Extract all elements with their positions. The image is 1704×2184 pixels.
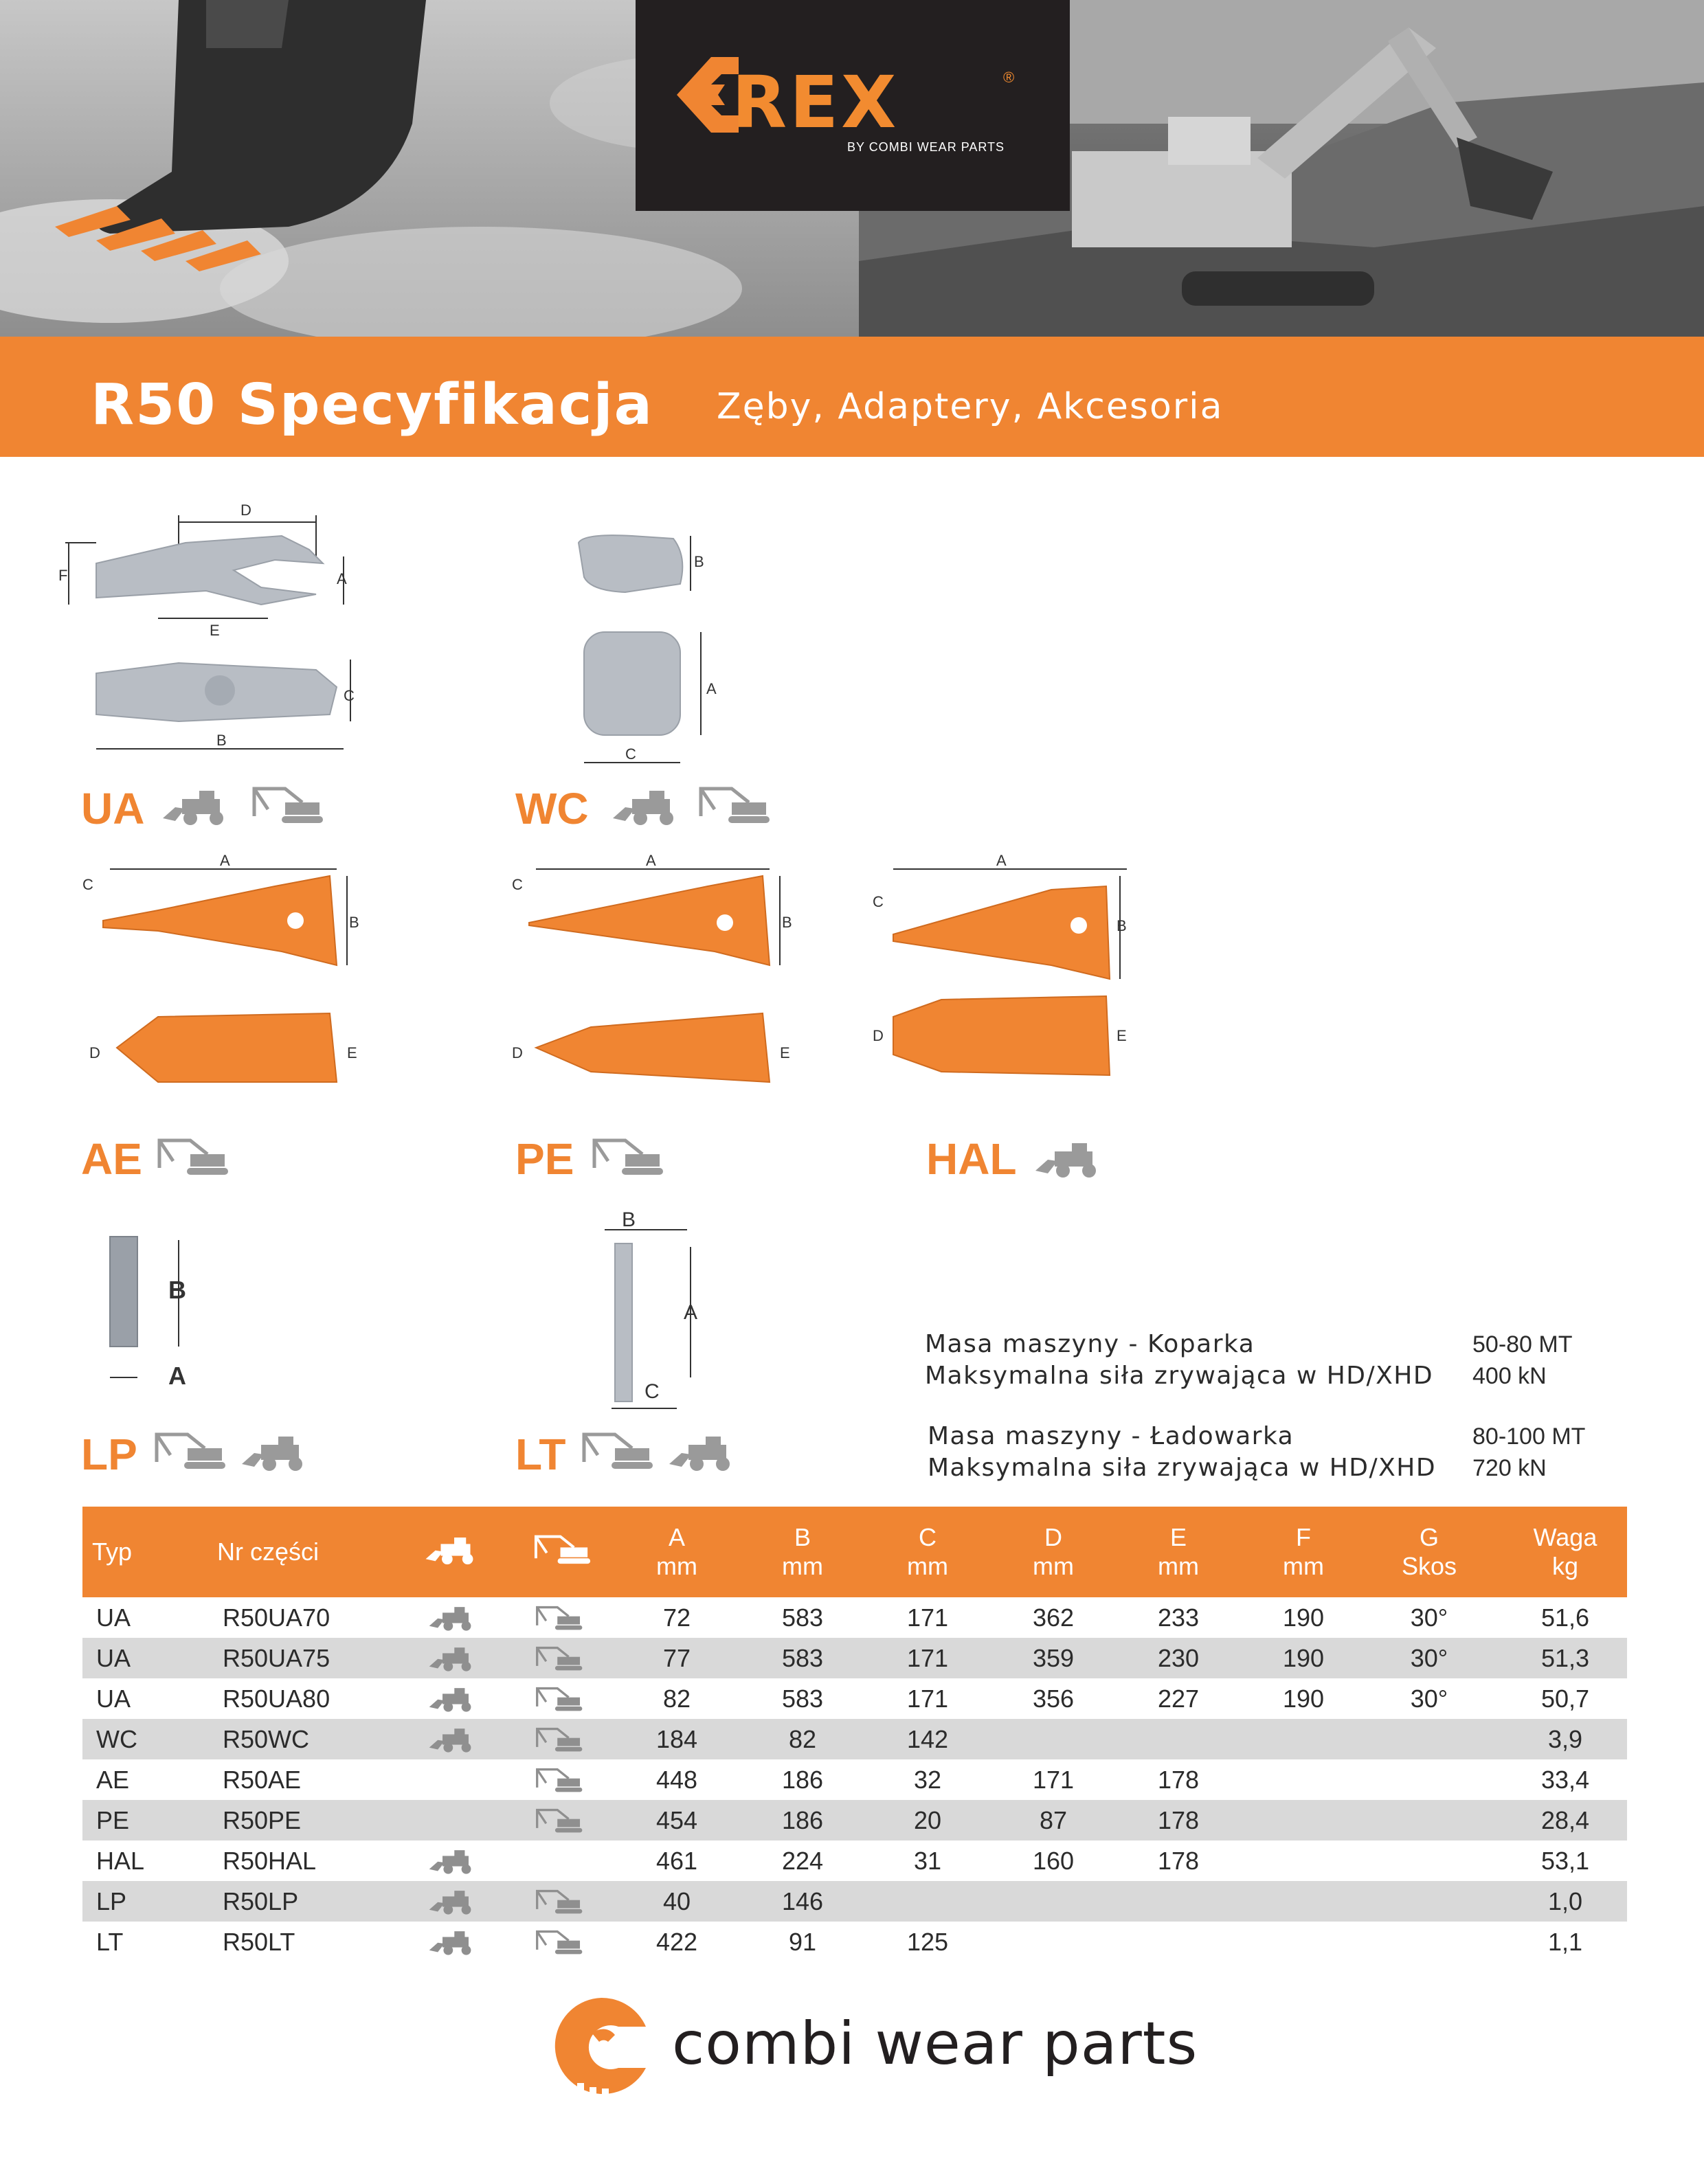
loader-icon (1034, 1139, 1113, 1179)
col-g (1388, 1523, 1470, 1581)
excavator-icon (530, 1805, 589, 1838)
cell-g (1388, 1759, 1470, 1800)
col-c-unit: mm (907, 1552, 948, 1580)
cell-b: 186 (781, 1766, 824, 1794)
cell-d: 356 (1032, 1685, 1075, 1713)
cell-g (1388, 1881, 1470, 1922)
excavator-icon (530, 1765, 589, 1797)
cell-g (1388, 1840, 1470, 1881)
col-waga-unit: kg (1551, 1552, 1579, 1580)
loader-icon (425, 1726, 486, 1757)
col-e (1141, 1523, 1216, 1581)
cell-b: 224 (781, 1847, 824, 1875)
cell-typ: UA (96, 1644, 131, 1672)
excavator-icon (530, 1603, 589, 1635)
title-band (0, 337, 1704, 457)
cell-d: 160 (1032, 1847, 1075, 1875)
excavator-icon (530, 1887, 589, 1919)
label-pe: PE (515, 1134, 574, 1184)
pe-diagram (508, 848, 811, 1096)
pe-dim-b: B (782, 914, 792, 931)
col-a-letter: A (668, 1523, 685, 1551)
cell-part-number: R50LP (223, 1887, 299, 1915)
hal-dim-b: B (1117, 917, 1127, 934)
cell-d: 87 (1039, 1806, 1068, 1834)
cell-typ: HAL (96, 1847, 145, 1875)
col-waga (1517, 1523, 1613, 1581)
cell-g: 30° (1410, 1644, 1448, 1672)
ua-dim-f: F (58, 567, 68, 584)
excavator-icon (150, 1428, 232, 1472)
cell-a: 448 (655, 1766, 698, 1794)
table-header (82, 1507, 1627, 1597)
col-e-letter: E (1169, 1523, 1187, 1551)
cell-e: 178 (1157, 1806, 1200, 1834)
cell-b: 583 (781, 1603, 824, 1632)
excavator-icon (530, 1724, 589, 1757)
cell-d: 359 (1032, 1644, 1075, 1672)
loader-icon (425, 1847, 486, 1878)
cell-d (1016, 1922, 1091, 1962)
cell-c: 31 (913, 1847, 942, 1875)
ae-dim-a: A (220, 852, 230, 869)
col-g-unit: Skos (1401, 1552, 1457, 1580)
excavator-icon (530, 1927, 589, 1959)
rex-byline: BY COMBI WEAR PARTS (847, 140, 1005, 154)
col-f-unit: mm (1283, 1552, 1324, 1580)
cell-w: 51,6 (1540, 1603, 1590, 1632)
cell-d (1016, 1881, 1091, 1922)
label-lp: LP (81, 1430, 137, 1479)
lt-dim-a: A (684, 1301, 698, 1324)
registered-mark: ® (1003, 69, 1015, 86)
col-b-letter: B (794, 1523, 811, 1551)
lt-dim-c: C (644, 1380, 660, 1403)
cell-typ: LT (96, 1928, 124, 1956)
ua-dim-c: C (344, 687, 355, 704)
ua-dim-d: D (240, 502, 251, 519)
loader-icon (425, 1928, 486, 1959)
loader-mass-label: Masa maszyny - Ładowarka (928, 1422, 1294, 1450)
hero-photo-strip (0, 0, 1704, 337)
cell-b: 146 (781, 1887, 824, 1915)
cell-d: 362 (1032, 1603, 1075, 1632)
cell-f (1266, 1881, 1341, 1922)
cell-c: 171 (906, 1603, 949, 1632)
cell-w: 1,1 (1547, 1928, 1583, 1956)
lp-dim-b: B (168, 1276, 186, 1304)
col-f (1266, 1523, 1341, 1581)
cell-f (1266, 1800, 1341, 1840)
lp-diagram (76, 1230, 213, 1401)
cell-part-number: R50LT (223, 1928, 295, 1956)
wc-diagram (563, 529, 728, 776)
col-f-letter: F (1296, 1523, 1311, 1551)
excavator-force-label: Maksymalna siła zrywająca w HD/XHD (925, 1362, 1434, 1390)
page-subtitle: Zęby, Adaptery, Akcesoria (717, 386, 1224, 427)
excavator-icon (577, 1428, 660, 1472)
cell-c: 142 (906, 1725, 949, 1753)
cell-c: 20 (913, 1806, 942, 1834)
cell-w: 28,4 (1540, 1806, 1590, 1834)
ae-dim-d: D (89, 1044, 100, 1061)
loader-force-label: Maksymalna siła zrywająca w HD/XHD (928, 1454, 1437, 1482)
pe-dim-a: A (646, 852, 656, 869)
cell-part-number: R50WC (223, 1725, 310, 1753)
excavator-force-value: 400 kN (1472, 1363, 1547, 1389)
cell-b: 186 (781, 1806, 824, 1834)
page-title: R50 Specyfikacja (91, 372, 653, 438)
cell-f: 190 (1282, 1644, 1325, 1672)
excavator-icon (530, 1643, 589, 1676)
lp-dim-a: A (168, 1362, 186, 1390)
ua-diagram (55, 495, 371, 763)
table-row (82, 1597, 1627, 1638)
wc-dim-a: A (706, 680, 717, 697)
cell-c: 171 (906, 1644, 949, 1672)
col-b-unit: mm (782, 1552, 823, 1580)
cell-a: 422 (655, 1928, 698, 1956)
cell-c: 171 (906, 1685, 949, 1713)
table-row (82, 1678, 1627, 1719)
cell-f: 190 (1282, 1685, 1325, 1713)
excavator-icon (530, 1684, 589, 1716)
cell-typ: PE (96, 1806, 130, 1834)
label-lt: LT (515, 1430, 566, 1479)
table-body (82, 1597, 1627, 1962)
excavator-mass-label: Masa maszyny - Koparka (925, 1330, 1255, 1358)
cell-part-number: R50HAL (223, 1847, 317, 1875)
ae-dim-e: E (347, 1044, 357, 1061)
cell-w: 50,7 (1540, 1685, 1590, 1713)
lt-dim-b: B (622, 1209, 636, 1231)
cell-a: 72 (662, 1603, 691, 1632)
excavator-icon (153, 1134, 235, 1178)
cell-b: 91 (788, 1928, 817, 1956)
col-a-unit: mm (656, 1552, 697, 1580)
col-b (765, 1523, 840, 1581)
ua-dim-b: B (216, 732, 227, 749)
cell-a: 461 (655, 1847, 698, 1875)
loader-icon (612, 787, 691, 826)
cell-c (890, 1881, 965, 1922)
excavator-icon (530, 1530, 596, 1567)
footer-company: combi wear parts (672, 2009, 1198, 2078)
cell-typ: LP (96, 1887, 127, 1915)
hal-dim-c: C (873, 893, 884, 910)
cell-a: 82 (662, 1685, 691, 1713)
cell-e (1141, 1922, 1216, 1962)
excavator-icon (587, 1134, 670, 1178)
loader-icon (425, 1533, 486, 1567)
wc-dim-c: C (625, 745, 636, 763)
cell-f (1266, 1840, 1341, 1881)
label-ua: UA (81, 784, 145, 833)
cell-part-number: R50UA75 (223, 1644, 330, 1672)
lt-diagram (591, 1209, 728, 1415)
excavator-icon (247, 782, 330, 826)
col-waga-label: Waga (1533, 1523, 1598, 1551)
cell-g (1388, 1719, 1470, 1759)
cell-w: 51,3 (1540, 1644, 1590, 1672)
col-a (639, 1523, 715, 1581)
table-row (82, 1638, 1627, 1678)
table-row (82, 1840, 1627, 1881)
cell-part-number: R50PE (223, 1806, 302, 1834)
cell-c: 125 (906, 1928, 949, 1956)
col-c (890, 1523, 965, 1581)
combi-logo-icon (550, 1992, 653, 2102)
cell-d: 171 (1032, 1766, 1075, 1794)
cell-a: 77 (662, 1644, 691, 1672)
cell-typ: WC (96, 1725, 137, 1753)
cell-a: 40 (662, 1887, 691, 1915)
cell-e (1141, 1719, 1216, 1759)
loader-icon (425, 1604, 486, 1635)
col-e-unit: mm (1158, 1552, 1199, 1580)
col-typ: Typ (92, 1538, 133, 1566)
cell-w: 33,4 (1540, 1766, 1590, 1794)
col-c-letter: C (919, 1523, 937, 1551)
cell-typ: UA (96, 1603, 131, 1632)
cell-typ: UA (96, 1685, 131, 1713)
cell-e: 230 (1157, 1644, 1200, 1672)
ae-dim-c: C (82, 876, 93, 893)
cell-f: 190 (1282, 1603, 1325, 1632)
cell-g (1388, 1922, 1470, 1962)
pe-dim-c: C (512, 876, 523, 893)
cell-g: 30° (1410, 1685, 1448, 1713)
pe-dim-e: E (780, 1044, 790, 1061)
excavator-mass-value: 50-80 MT (1472, 1331, 1573, 1358)
loader-icon (425, 1645, 486, 1676)
rex-logo (636, 0, 1070, 211)
cell-w: 53,1 (1540, 1847, 1590, 1875)
table-row (82, 1922, 1627, 1962)
cell-w: 1,0 (1547, 1887, 1583, 1915)
loader-icon (240, 1432, 320, 1472)
cell-c: 32 (913, 1766, 942, 1794)
cell-g: 30° (1410, 1603, 1448, 1632)
table-row (82, 1800, 1627, 1840)
wc-dim-b: B (694, 553, 704, 570)
ae-diagram (76, 848, 378, 1096)
hal-diagram (873, 848, 1175, 1096)
cell-e: 233 (1157, 1603, 1200, 1632)
label-ae: AE (81, 1134, 142, 1184)
cell-part-number: R50AE (223, 1766, 302, 1794)
ua-dim-a: A (337, 570, 347, 587)
table-row (82, 1759, 1627, 1800)
cell-f (1266, 1759, 1341, 1800)
cell-e: 178 (1157, 1847, 1200, 1875)
col-nr: Nr części (217, 1538, 320, 1566)
label-wc: WC (515, 784, 589, 833)
loader-icon (668, 1432, 747, 1472)
col-d (1016, 1523, 1091, 1581)
cell-part-number: R50UA70 (223, 1603, 330, 1632)
cell-part-number: R50UA80 (223, 1685, 330, 1713)
col-d-letter: D (1044, 1523, 1062, 1551)
cell-f (1266, 1719, 1341, 1759)
col-d-unit: mm (1033, 1552, 1074, 1580)
cell-b: 82 (788, 1725, 817, 1753)
ae-dim-b: B (349, 914, 359, 931)
cell-e: 227 (1157, 1685, 1200, 1713)
cell-g (1388, 1800, 1470, 1840)
spec-table (82, 1507, 1627, 1962)
excavator-icon (694, 782, 776, 826)
cell-e: 178 (1157, 1766, 1200, 1794)
hal-dim-e: E (1117, 1027, 1127, 1044)
loader-force-value: 720 kN (1472, 1455, 1547, 1481)
table-row (82, 1881, 1627, 1922)
loader-icon (425, 1888, 486, 1919)
hal-dim-d: D (873, 1027, 884, 1044)
cell-a: 184 (655, 1725, 698, 1753)
cell-b: 583 (781, 1644, 824, 1672)
cell-typ: AE (96, 1766, 130, 1794)
cell-d (1016, 1719, 1091, 1759)
cell-a: 454 (655, 1806, 698, 1834)
hal-dim-a: A (996, 852, 1007, 869)
loader-icon (425, 1685, 486, 1716)
rex-logo-text: REX (732, 60, 899, 144)
ua-dim-e: E (210, 622, 220, 639)
pe-dim-d: D (512, 1044, 523, 1061)
loader-icon (161, 787, 240, 826)
cell-b: 583 (781, 1685, 824, 1713)
col-g-letter: G (1419, 1523, 1439, 1551)
loader-mass-value: 80-100 MT (1472, 1423, 1586, 1450)
label-hal: HAL (926, 1134, 1017, 1184)
cell-w: 3,9 (1547, 1725, 1583, 1753)
cell-f (1266, 1922, 1341, 1962)
table-row (82, 1719, 1627, 1759)
cell-e (1141, 1881, 1216, 1922)
